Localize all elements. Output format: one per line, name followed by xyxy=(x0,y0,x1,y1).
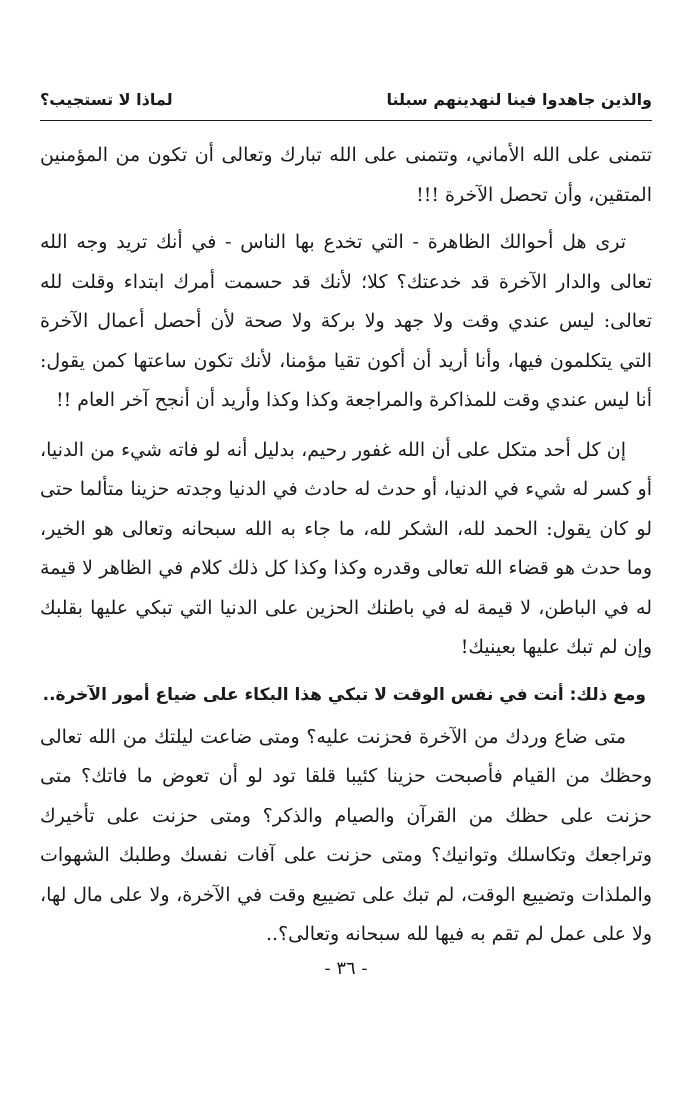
paragraph-3: إن كل أحد متكل على أن الله غفور رحيم، بدليل أنه لو فاته شيء من الدنيا، أو كسر له شيء في الدنيا، أو حدث له حادث في الدنيا وجدته حزينا متألما حتى لو كان يقول: الحمد لله، الشكر لله، ما جاء به الله سبحانه وتعالى هو الخير، وما حدث هو قضاء الله تعالى وقدره وكذا وكذا كل ذلك كلام في الظاهر لا قيمة له في الباطن، لا قيمة له في باطنك الحزين على الدنيا التي تبكي عليها بقلبك وإن لم تبك عليها بعينيك! xyxy=(40,438,652,658)
running-header xyxy=(40,80,652,118)
paragraph-2: ترى هل أحوالك الظاهرة - التي تخدع بها الناس - في أنك تريد وجه الله تعالى والدار الآخرة قد خدعتك؟ كلا؛ لأنك قد حسمت أمرك ابتداء وقلت لله تعالى: ليس عندي وقت ولا جهد ولا بركة ولا صحة لأن أحصل أعمال الآخرة التي يتكلمون فيها، وأنا أريد أن أكون تقيا مؤمنا، لأنك تكون ساعتها كمن يقول: أنا ليس عندي وقت للمذاكرة والمراجعة وكذا وكذا وأريد أن أنجح آخر العام !! xyxy=(40,231,652,411)
header-chapter-title: لماذا لا تستجيب؟ xyxy=(40,90,173,109)
header-divider xyxy=(40,120,652,121)
header-book-title: والذين جاهدوا فينا لنهدينهم سبلنا xyxy=(386,90,652,109)
section-subheading: ومع ذلك: أنت في نفس الوقت لا تبكي هذا البكاء على ضياع أمور الآخرة.. xyxy=(42,684,646,705)
book-page xyxy=(40,80,652,1080)
paragraph-4: متى ضاع وردك من الآخرة فحزنت عليه؟ ومتى ضاعت ليلتك من الله تعالى وحظك من القيام فأصبحت حزينا كئيبا قلقا تود لو أن تعوض ما فاتك؟ متى حزنت على حظك من القرآن والصيام والذكر؟ ومتى حزنت على تأخيرك وتراجعك وتكاسلك وتوانيك؟ ومتى حزنت على آفات نفسك وطلبك الشهوات والملذات وتضييع الوقت، لم تبك على تضييع وقت في الآخرة، ولا على مال لها، ولا على عمل لم تقم به فيها لله سبحانه وتعالى؟.. xyxy=(40,725,652,945)
paragraph-1: تتمنى على الله الأماني، وتتمنى على الله تبارك وتعالى أن تكون من المؤمنين المتقين، وأن تحصل الآخرة !!! xyxy=(40,144,652,206)
page-number: - ٣٦ - xyxy=(324,958,368,979)
page-body xyxy=(40,136,652,955)
